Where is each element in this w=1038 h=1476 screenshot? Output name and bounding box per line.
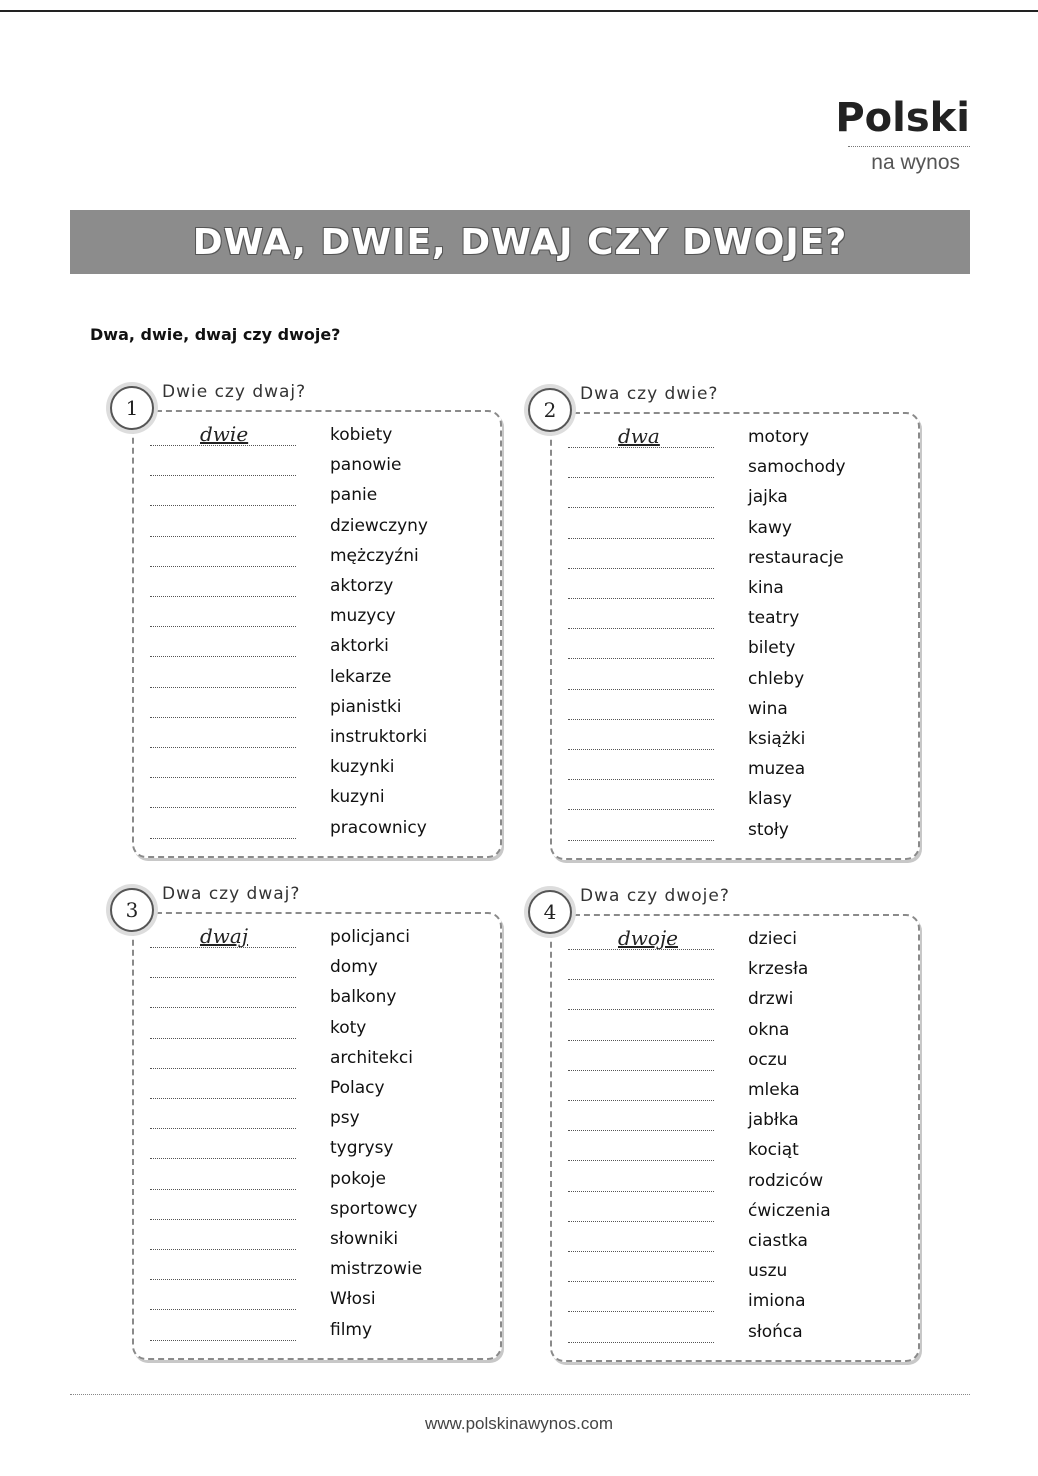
exercise-row xyxy=(568,575,908,605)
title-banner xyxy=(70,210,970,274)
noun-word: kuzynki xyxy=(330,757,395,778)
answer-blank[interactable] xyxy=(568,1311,714,1312)
exercise-row xyxy=(150,1256,490,1286)
exercise-box xyxy=(132,912,502,1360)
exercise-row xyxy=(568,1319,908,1349)
section-number-badge: 4 xyxy=(528,890,572,934)
answer-blank[interactable] xyxy=(150,536,296,537)
noun-word: uszu xyxy=(748,1261,788,1282)
noun-word: balkony xyxy=(330,987,397,1008)
exercise-row xyxy=(568,515,908,545)
answer-blank[interactable] xyxy=(150,1189,296,1190)
exercise-row xyxy=(150,1317,490,1347)
noun-word: chleby xyxy=(748,668,805,689)
noun-word: jajka xyxy=(748,487,788,508)
noun-word: muzycy xyxy=(330,606,396,627)
answer-blank[interactable] xyxy=(568,1009,714,1010)
exercise-section-4 xyxy=(528,886,918,1362)
answer-blank[interactable] xyxy=(150,747,296,748)
exercise-row xyxy=(568,635,908,665)
noun-word: kociąt xyxy=(748,1140,799,1161)
answer-blank[interactable] xyxy=(150,1068,296,1069)
exercise-row xyxy=(568,817,908,847)
exercise-row xyxy=(568,1198,908,1228)
answer-blank[interactable] xyxy=(568,840,714,841)
exercise-row xyxy=(150,954,490,984)
noun-word: lekarze xyxy=(330,666,392,687)
section-number-badge: 2 xyxy=(528,388,572,432)
exercise-row xyxy=(150,1135,490,1165)
exercise-row xyxy=(150,984,490,1014)
answer-blank[interactable] xyxy=(568,719,714,720)
exercise-row xyxy=(150,1196,490,1226)
exercise-row xyxy=(150,633,490,663)
noun-word: rodziców xyxy=(748,1170,824,1191)
exercise-row xyxy=(568,926,908,956)
answer-blank[interactable] xyxy=(150,687,296,688)
noun-word: wina xyxy=(748,698,788,719)
answer-blank[interactable] xyxy=(568,689,714,690)
answer-blank[interactable] xyxy=(568,779,714,780)
exercise-box xyxy=(550,914,920,1362)
exercise-row xyxy=(150,1286,490,1316)
noun-word: muzea xyxy=(748,759,806,780)
answer-blank[interactable] xyxy=(568,598,714,599)
example-answer: dwaj xyxy=(200,924,249,948)
exercise-row xyxy=(150,543,490,573)
noun-word: mistrzowie xyxy=(330,1259,423,1280)
answer-blank[interactable] xyxy=(568,1342,714,1343)
noun-word: słowniki xyxy=(330,1229,399,1249)
noun-word: kuzyni xyxy=(330,787,385,808)
noun-word: dziewczyny xyxy=(330,515,428,536)
exercise-row xyxy=(568,1258,908,1288)
answer-blank[interactable] xyxy=(150,626,296,627)
noun-word: ćwiczenia xyxy=(748,1200,831,1221)
exercise-row xyxy=(150,1226,490,1256)
logo-sub-text: na wynos xyxy=(871,151,960,174)
answer-blank[interactable] xyxy=(150,475,296,476)
example-answer: dwoje xyxy=(618,926,678,950)
answer-blank[interactable] xyxy=(150,1098,296,1099)
exercise-row xyxy=(150,694,490,724)
exercise-row xyxy=(150,1166,490,1196)
exercise-row xyxy=(568,696,908,726)
answer-blank[interactable] xyxy=(568,477,714,478)
answer-blank[interactable] xyxy=(568,507,714,508)
answer-blank[interactable] xyxy=(150,977,296,978)
noun-word: policjanci xyxy=(330,927,410,947)
noun-word: kawy xyxy=(748,517,792,538)
exercise-row xyxy=(150,513,490,543)
noun-word: aktorki xyxy=(330,636,389,657)
noun-word: drzwi xyxy=(748,989,794,1010)
answer-blank[interactable] xyxy=(150,656,296,657)
exercise-row xyxy=(150,1075,490,1105)
noun-word: tygrysy xyxy=(330,1138,394,1159)
answer-blank[interactable] xyxy=(150,1128,296,1129)
section-number-badge: 1 xyxy=(110,386,154,430)
exercise-row xyxy=(150,754,490,784)
section-number-badge: 3 xyxy=(110,888,154,932)
exercise-instruction: Dwa, dwie, dwaj czy dwoje? xyxy=(90,325,341,344)
exercise-row xyxy=(150,664,490,694)
noun-word: architekci xyxy=(330,1047,413,1068)
exercise-row xyxy=(150,815,490,845)
answer-blank[interactable] xyxy=(568,979,714,980)
footer-divider xyxy=(70,1394,970,1395)
noun-word: aktorzy xyxy=(330,576,394,596)
exercise-row xyxy=(568,545,908,575)
answer-blank[interactable] xyxy=(568,749,714,750)
noun-word: filmy xyxy=(330,1319,373,1340)
section-title: Dwa czy dwaj? xyxy=(162,884,301,904)
noun-word: kina xyxy=(748,578,784,598)
answer-blank[interactable] xyxy=(568,1040,714,1041)
exercise-row xyxy=(568,1137,908,1167)
noun-word: ciastka xyxy=(748,1231,808,1251)
exercise-section-2 xyxy=(528,384,918,860)
exercise-row xyxy=(150,603,490,633)
exercise-row xyxy=(150,1045,490,1075)
noun-word: słońca xyxy=(748,1321,803,1342)
exercise-row xyxy=(150,1015,490,1045)
exercise-section-3 xyxy=(110,884,500,1360)
answer-blank[interactable] xyxy=(568,1100,714,1101)
answer-blank[interactable] xyxy=(150,1309,296,1310)
exercise-row xyxy=(568,786,908,816)
answer-blank[interactable] xyxy=(150,1279,296,1280)
noun-word: panowie xyxy=(330,455,402,476)
noun-word: domy xyxy=(330,957,378,978)
noun-word: pianistki xyxy=(330,696,402,717)
exercise-row xyxy=(150,422,490,452)
answer-blank[interactable] xyxy=(150,838,296,839)
answer-blank[interactable] xyxy=(150,596,296,597)
top-border-line xyxy=(0,10,1038,12)
noun-word: instruktorki xyxy=(330,727,428,747)
polski-na-wynos-logo xyxy=(835,96,970,175)
exercise-box xyxy=(550,412,920,860)
noun-word: kobiety xyxy=(330,425,393,445)
answer-blank[interactable] xyxy=(150,807,296,808)
answer-blank[interactable] xyxy=(568,1251,714,1252)
exercise-row xyxy=(150,784,490,814)
answer-blank[interactable] xyxy=(150,1340,296,1341)
section-title: Dwie czy dwaj? xyxy=(162,382,307,402)
answer-blank[interactable] xyxy=(568,1130,714,1131)
noun-word: stoły xyxy=(748,819,789,840)
exercise-row xyxy=(568,1077,908,1107)
exercise-row xyxy=(150,452,490,482)
noun-word: mężczyźni xyxy=(330,545,419,566)
noun-word: dzieci xyxy=(748,929,797,949)
answer-blank[interactable] xyxy=(568,658,714,659)
noun-word: imiona xyxy=(748,1291,806,1312)
exercise-row xyxy=(150,924,490,954)
logo-main-text: Polski xyxy=(835,95,970,141)
example-answer: dwie xyxy=(200,422,249,446)
noun-word: jabłka xyxy=(748,1110,799,1131)
logo-divider xyxy=(848,146,970,147)
noun-word: panie xyxy=(330,485,378,506)
section-title: Dwa czy dwie? xyxy=(580,384,719,404)
answer-blank[interactable] xyxy=(568,538,714,539)
noun-word: samochody xyxy=(748,457,846,478)
noun-word: pracownicy xyxy=(330,817,427,838)
exercise-row xyxy=(568,605,908,635)
answer-blank[interactable] xyxy=(568,1221,714,1222)
exercise-box xyxy=(132,410,502,858)
noun-word: psy xyxy=(330,1108,360,1129)
exercise-row xyxy=(568,756,908,786)
exercise-row xyxy=(568,726,908,756)
noun-word: mleka xyxy=(748,1080,800,1100)
exercise-row xyxy=(150,724,490,754)
noun-word: pokoje xyxy=(330,1168,387,1189)
footer-url: www.polskinawynos.com xyxy=(424,1414,613,1433)
noun-word: Włosi xyxy=(330,1289,376,1310)
answer-blank[interactable] xyxy=(150,1158,296,1159)
answer-blank[interactable] xyxy=(150,1007,296,1008)
noun-word: książki xyxy=(748,729,806,749)
exercise-row xyxy=(568,956,908,986)
exercise-row xyxy=(568,666,908,696)
answer-blank[interactable] xyxy=(150,1249,296,1250)
noun-word: bilety xyxy=(748,638,796,659)
page-title: DWA, DWIE, DWAJ CZY DWOJE? xyxy=(192,221,848,263)
noun-word: restauracje xyxy=(748,547,844,568)
answer-blank[interactable] xyxy=(150,717,296,718)
exercise-row xyxy=(568,1017,908,1047)
exercise-row xyxy=(568,424,908,454)
answer-blank[interactable] xyxy=(150,566,296,567)
noun-word: motory xyxy=(748,427,810,447)
exercise-row xyxy=(568,454,908,484)
exercise-row xyxy=(568,1168,908,1198)
section-title: Dwa czy dwoje? xyxy=(580,886,730,906)
answer-blank[interactable] xyxy=(568,1191,714,1192)
answer-blank[interactable] xyxy=(568,628,714,629)
answer-blank[interactable] xyxy=(568,1160,714,1161)
answer-blank[interactable] xyxy=(568,568,714,569)
noun-word: teatry xyxy=(748,608,800,629)
noun-word: krzesła xyxy=(748,959,809,980)
exercise-row xyxy=(568,1107,908,1137)
noun-word: Polacy xyxy=(330,1078,385,1098)
noun-word: koty xyxy=(330,1017,367,1038)
example-answer: dwa xyxy=(618,424,660,448)
exercise-row xyxy=(568,986,908,1016)
noun-word: okna xyxy=(748,1019,790,1040)
exercise-row xyxy=(150,573,490,603)
answer-blank[interactable] xyxy=(568,1281,714,1282)
exercise-row xyxy=(568,484,908,514)
answer-blank[interactable] xyxy=(150,1219,296,1220)
noun-word: klasy xyxy=(748,789,792,810)
exercise-row xyxy=(568,1288,908,1318)
answer-blank[interactable] xyxy=(150,777,296,778)
answer-blank[interactable] xyxy=(150,505,296,506)
exercise-row xyxy=(150,1105,490,1135)
exercise-row xyxy=(150,482,490,512)
answer-blank[interactable] xyxy=(568,809,714,810)
answer-blank[interactable] xyxy=(568,1070,714,1071)
exercise-row xyxy=(568,1047,908,1077)
exercise-row xyxy=(568,1228,908,1258)
noun-word: sportowcy xyxy=(330,1198,418,1219)
exercise-section-1 xyxy=(110,382,500,858)
answer-blank[interactable] xyxy=(150,1038,296,1039)
noun-word: oczu xyxy=(748,1049,788,1070)
